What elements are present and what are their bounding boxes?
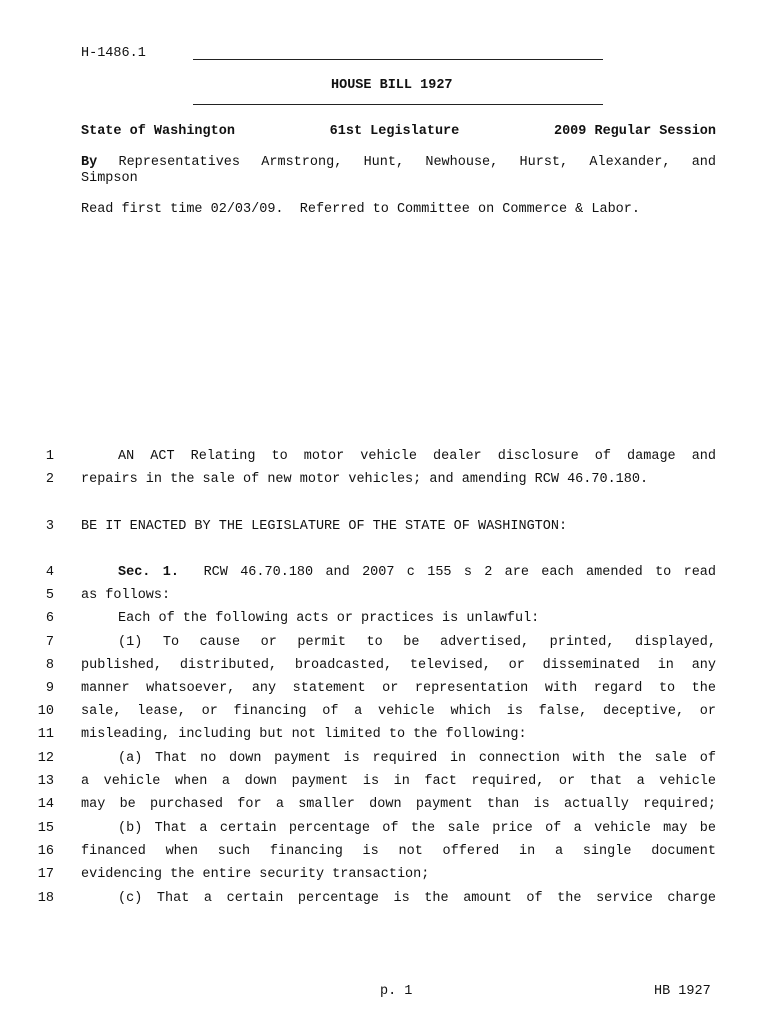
- body-line: BE IT ENACTED BY THE LEGISLATURE OF THE STATE OF WASHINGTON:: [81, 519, 568, 534]
- sponsors-line-2: Simpson: [81, 171, 138, 186]
- line-number: 3: [45, 519, 54, 534]
- line-number: 10: [37, 704, 54, 719]
- body-line: a vehicle when a down payment is in fact required, or that a vehicle: [81, 774, 716, 789]
- body-line: [81, 565, 716, 580]
- line-number: 5: [45, 588, 54, 603]
- body-line: financed when such financing is not offered in a single document: [81, 844, 716, 859]
- read-first-note: Read first time 02/03/09. Referred to Committee on Commerce & Labor.: [81, 202, 640, 217]
- line-number: 13: [37, 774, 54, 789]
- line-number: 8: [45, 658, 54, 673]
- line-number: 14: [37, 797, 54, 812]
- section-text: RCW 46.70.180 and 2007 c 155 s 2 are each amended to read: [178, 565, 716, 580]
- line-number: 9: [45, 681, 54, 696]
- body-line: misleading, including but not limited to the following:: [81, 727, 527, 742]
- footer-bill-ref: HB 1927: [654, 984, 711, 999]
- body-line: (a) That no down payment is required in connection with the sale of: [118, 751, 716, 766]
- bill-title: HOUSE BILL 1927: [331, 78, 453, 93]
- body-line: manner whatsoever, any statement or representation with regard to the: [81, 681, 716, 696]
- line-number: 4: [45, 565, 54, 580]
- line-number: 12: [37, 751, 54, 766]
- line-number: 16: [37, 844, 54, 859]
- body-line: (1) To cause or permit to be advertised, printed, displayed,: [118, 635, 716, 650]
- body-line: (c) That a certain percentage is the amount of the service charge: [118, 891, 716, 906]
- session-header: [81, 124, 716, 139]
- sponsors-line-1: [81, 155, 716, 170]
- line-number: 17: [37, 867, 54, 882]
- by-label: By: [81, 155, 98, 170]
- session-name: 2009 Regular Session: [553, 124, 716, 139]
- line-number: 6: [45, 611, 54, 626]
- page-number: p. 1: [380, 984, 413, 999]
- body-line: Each of the following acts or practices is unlawful:: [118, 611, 540, 626]
- body-line: as follows:: [81, 588, 171, 603]
- line-number: 15: [37, 821, 54, 836]
- body-line: (b) That a certain percentage of the sale price of a vehicle may be: [118, 821, 716, 836]
- body-line: repairs in the sale of new motor vehicles; and amending RCW 46.70.180.: [81, 472, 649, 487]
- line-number: 2: [45, 472, 54, 487]
- body-line: evidencing the entire security transaction;: [81, 867, 430, 882]
- title-rule: [193, 104, 603, 105]
- section-label: Sec. 1.: [118, 565, 179, 580]
- line-number: 18: [37, 891, 54, 906]
- document-id: H-1486.1: [81, 46, 146, 61]
- state-name: State of Washington: [81, 124, 235, 139]
- body-line: published, distributed, broadcasted, televised, or disseminated in any: [81, 658, 716, 673]
- top-rule: [193, 59, 603, 60]
- line-number: 7: [45, 635, 54, 650]
- legislature-name: 61st Legislature: [329, 124, 460, 139]
- body-line: sale, lease, or financing of a vehicle which is false, deceptive, or: [81, 704, 716, 719]
- line-number: 1: [45, 449, 54, 464]
- sponsors-text: Representatives Armstrong, Hunt, Newhouse, Hurst, Alexander, and: [118, 155, 716, 170]
- body-line: AN ACT Relating to motor vehicle dealer disclosure of damage and: [118, 449, 716, 464]
- line-number: 11: [37, 727, 54, 742]
- body-line: may be purchased for a smaller down payment than is actually required;: [81, 797, 716, 812]
